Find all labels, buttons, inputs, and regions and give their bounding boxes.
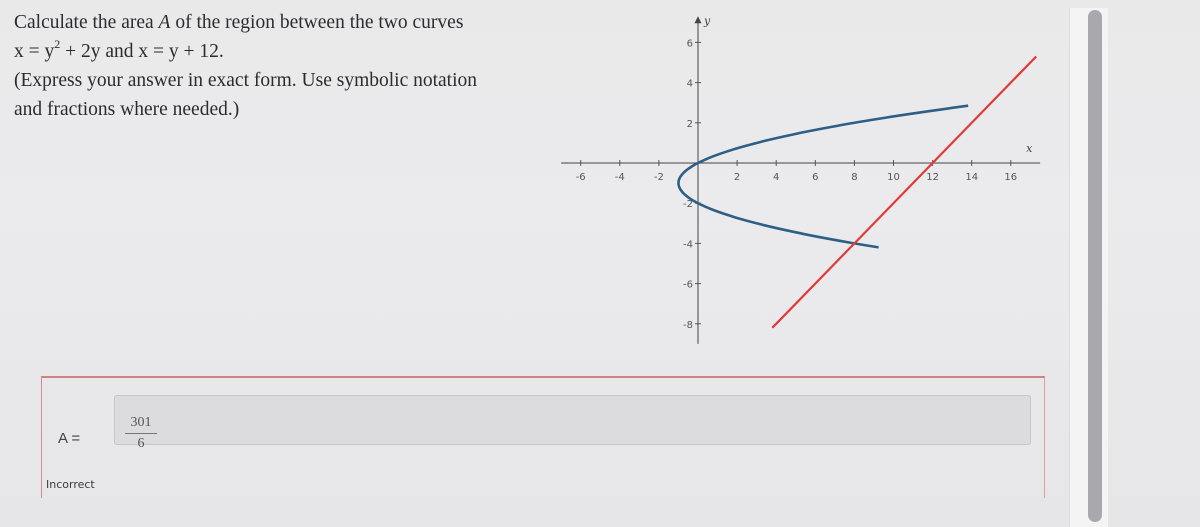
- fraction-bar: [125, 433, 157, 434]
- equation-lhs: x = y: [14, 41, 55, 62]
- question-line-1: [14, 8, 574, 37]
- y-tick-label: -2: [683, 199, 693, 211]
- y-tick-label: 2: [686, 118, 693, 130]
- graph-figure: [560, 0, 1070, 350]
- answer-input[interactable]: [114, 395, 1031, 445]
- question-equation: [14, 37, 574, 66]
- answer-label: A =: [58, 430, 81, 447]
- y-tick-label: -4: [683, 239, 693, 251]
- question-text-start: Calculate the area: [14, 12, 159, 33]
- y-tick-label: -8: [683, 319, 693, 331]
- answer-fraction: [125, 415, 157, 452]
- y-tick-label: 4: [686, 78, 693, 90]
- scrollbar-thumb[interactable]: [1088, 10, 1102, 522]
- instruction-line-2: and fractions where needed.): [14, 99, 240, 120]
- answer-status: Incorrect: [46, 478, 95, 491]
- question-text-end: of the region between the two curves: [170, 12, 464, 33]
- graph-svg: [560, 0, 1070, 350]
- area-variable: A: [158, 12, 171, 33]
- x-axis-label: x: [1026, 142, 1033, 155]
- fraction-denominator: 6: [137, 436, 145, 451]
- x-tick-label: 6: [812, 172, 819, 183]
- equation-exponent: 2: [54, 37, 61, 51]
- x-tick-label: 2: [733, 172, 741, 183]
- x-tick-label: 8: [851, 172, 858, 183]
- fraction-numerator: 301: [130, 415, 152, 430]
- x-tick-label: 10: [887, 172, 900, 183]
- y-axis-arrow-icon: [695, 16, 702, 23]
- y-tick-label: 6: [686, 38, 693, 50]
- instruction-line-1: (Express your answer in exact form. Use symbolic notation: [14, 70, 478, 91]
- x-tick-label: 12: [926, 172, 939, 183]
- question-text: [14, 8, 574, 124]
- equation-rest: + 2y and x = y + 12.: [60, 41, 224, 62]
- x-tick-label: 14: [965, 172, 979, 183]
- x-tick-label: -6: [575, 172, 586, 183]
- x-tick-label: -4: [614, 172, 625, 183]
- y-tick-label: -6: [683, 279, 693, 291]
- x-tick-label: -2: [653, 172, 664, 183]
- linear-curve: [772, 56, 1036, 327]
- x-tick-label: 16: [1004, 172, 1018, 183]
- parabola-curve: [679, 106, 969, 251]
- y-axis-label: y: [704, 14, 711, 28]
- x-tick-label: 4: [773, 172, 780, 183]
